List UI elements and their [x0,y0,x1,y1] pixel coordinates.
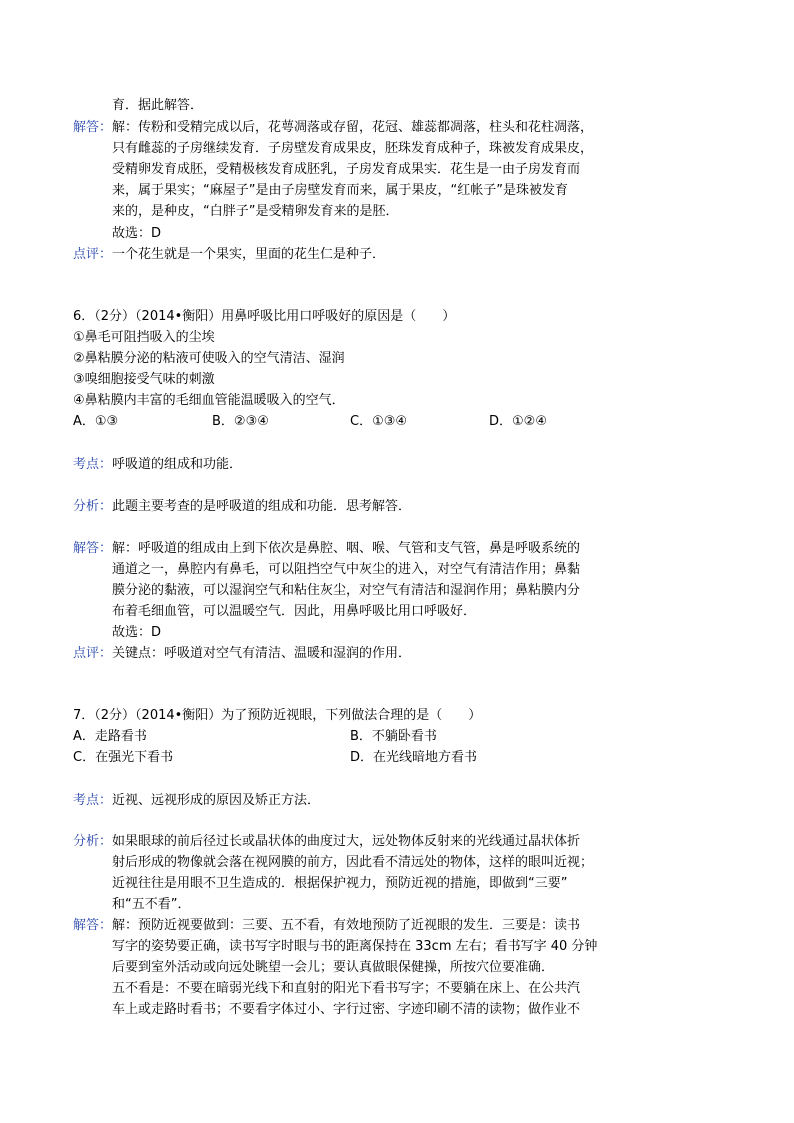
q6-option-b: B．②③④ [212,414,269,429]
q6-comment: 关键点：呼吸道对空气有清洁、温暖和湿润的作用． [112,646,412,661]
q6-answer-choice: 故选：D [112,625,162,640]
q5-answer-label: 解答： [73,120,113,135]
q6-item: ①鼻毛可阻挡吸入的尘埃 [73,330,215,345]
q7-option-c: C．在强光下看书 [73,750,174,765]
q6-item: ③嗅细胞接受气味的刺激 [73,372,215,387]
q5-answer-line: 来的，是种皮，“白胖子”是受精卵发育来的是胚． [112,204,399,219]
q6-stem: 6．（2分）（2014•衡阳）用鼻呼吸比用口呼吸好的原因是（ ） [73,309,456,324]
q6-item: ④鼻粘膜内丰富的毛细血管能温暖吸入的空气． [73,393,345,408]
q5-answer-line: 解：传粉和受精完成以后，花萼凋落或存留，花冠、雄蕊都凋落，柱头和花柱凋落， [112,120,594,135]
q7-fenxi-line: 射后形成的物像就会落在视网膜的前方，因此看不清远处的物体，这样的眼叫近视； [112,855,594,870]
q7-answer-line: 写字的姿势要正确，读书写字时眼与书的距离保持在 33cm 左右；看书写字 40 分钟 [112,939,598,954]
q7-stem: 7．（2分）（2014•衡阳）为了预防近视眼，下列做法合理的是（ ） [73,708,482,723]
q5-answer-choice: 故选：D [112,226,162,241]
q6-kaodian: 呼吸道的组成和功能． [112,457,243,472]
q6-answer-line: 解：呼吸道的组成由上到下依次是鼻腔、咽、喉、气管和支气管，鼻是呼吸系统的 [112,541,581,556]
q5-answer-line: 只有雌蕊的子房继续发育．子房壁发育成果皮，胚珠发育成种子，珠被发育成果皮， [112,141,594,156]
q7-answer-line: 解：预防近视要做到：三要、五不看，有效地预防了近视眼的发生．三要是：读书 [112,918,581,933]
q7-option-d: D．在光线暗地方看书 [350,750,478,765]
q6-answer-line: 通道之一，鼻腔内有鼻毛，可以阻挡空气中灰尘的进入，对空气有清洁作用；鼻黏 [112,562,581,577]
q7-fenxi-line: 近视往往是用眼不卫生造成的．根据保护视力，预防近视的措施，即做到“三要” [112,876,568,891]
q6-comment-label: 点评： [73,646,113,661]
q7-option-b: B．不躺卧看书 [350,729,437,744]
q6-fenxi: 此题主要考查的是呼吸道的组成和功能．思考解答． [112,499,412,514]
q5-answer-line: 受精卵发育成胚，受精极核发育成胚乳，子房发育成果实．花生是一由子房发育而 [112,162,581,177]
q6-answer-line: 布着毛细血管，可以温暖空气．因此，用鼻呼吸比用口呼吸好． [112,604,477,619]
q7-answer-line: 五不看是：不要在暗弱光线下和直射的阳光下看书写字；不要躺在床上、在公共汽 [112,981,581,996]
q6-item: ②鼻粘膜分泌的粘液可使吸入的空气清洁、湿润 [73,351,345,366]
q7-kaodian-label: 考点： [73,793,113,808]
q6-answer-line: 膜分泌的黏液，可以湿润空气和粘住灰尘，对空气有清洁和湿润作用；鼻粘膜内分 [112,583,581,598]
q6-kaodian-label: 考点： [73,457,113,472]
q6-option-c: C．①③④ [350,414,408,429]
q7-answer-line: 后要到室外活动或向远处眺望一会儿；要认真做眼保健操，所按穴位要准确． [112,960,555,975]
q5-answer-continuation: 育．据此解答． [112,98,204,113]
q6-option-d: D．①②④ [489,414,547,429]
q7-answer-label: 解答： [73,918,113,933]
q7-fenxi-label: 分析： [73,834,113,849]
q6-option-a: A．①③ [73,414,119,429]
q7-fenxi-line: 和“五不看”． [112,897,191,912]
q6-answer-label: 解答： [73,541,113,556]
q6-fenxi-label: 分析： [73,499,113,514]
q7-kaodian: 近视、远视形成的原因及矫正方法． [112,793,321,808]
q5-comment-label: 点评： [73,247,113,262]
q7-answer-line: 车上或走路时看书；不要看字体过小、字行过密、字迹印刷不清的读物；做作业不 [112,1002,581,1017]
q5-answer-line: 来，属于果实；“麻屋子”是由子房壁发育而来，属于果皮，“红帐子”是珠被发育 [112,183,568,198]
q5-comment: 一个花生就是一个果实，里面的花生仁是种子． [112,247,386,262]
q7-option-a: A．走路看书 [73,729,147,744]
q7-fenxi-line: 如果眼球的前后径过长或晶状体的曲度过大，远处物体反射来的光线通过晶状体折 [112,834,581,849]
